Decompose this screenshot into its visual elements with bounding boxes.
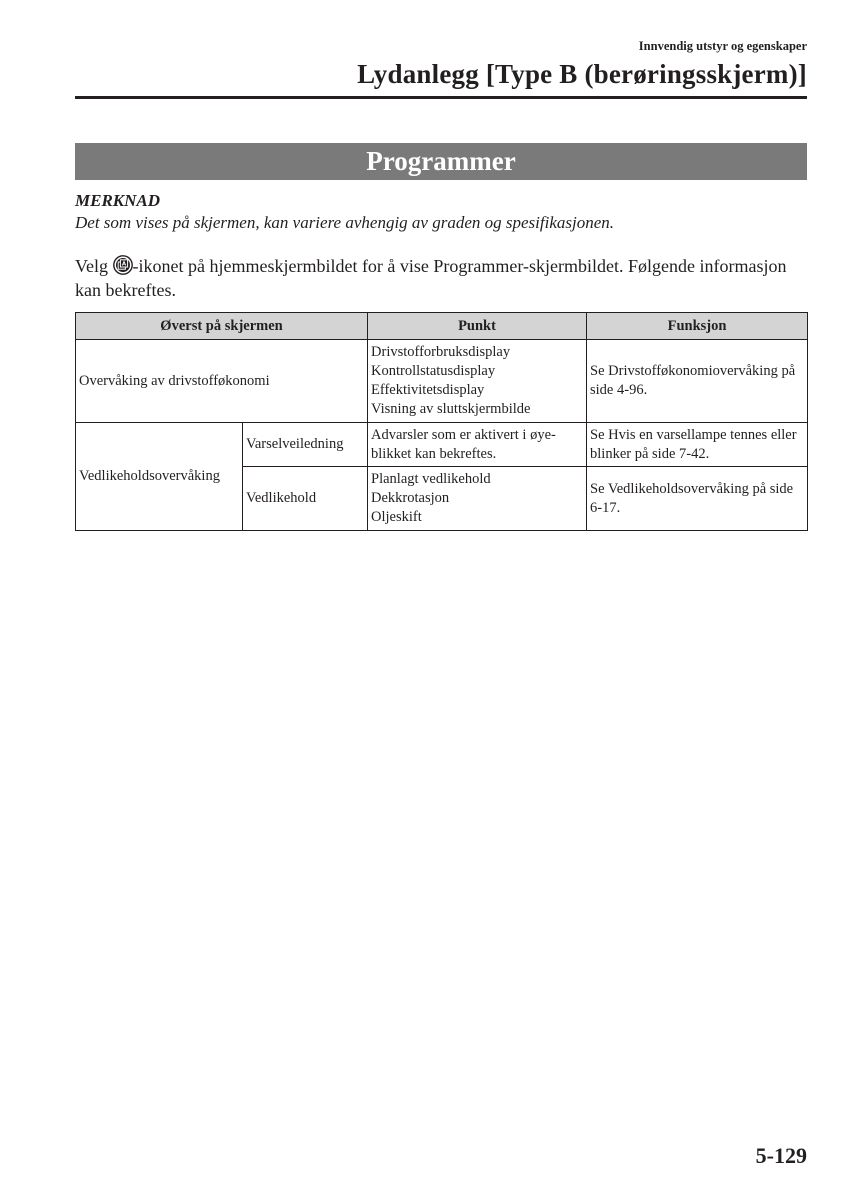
cell-item-maintenance: Planlagt vedlikehold Dekkrotasjon Oljeskift (368, 467, 587, 531)
table-row (76, 340, 808, 423)
body-text-before-icon: Velg (75, 256, 113, 276)
section-label: Innvendig utstyr og egenskaper (638, 39, 807, 53)
column-header-item: Punkt (368, 313, 587, 340)
table-header-row (76, 313, 808, 340)
cell-top-maintenance: Vedlikeholdsovervåking (76, 423, 243, 531)
cell-function-fuel-economy: Se Drivstofføkonomiovervåking på side 4-96. (587, 340, 808, 423)
running-header (75, 38, 807, 91)
page-number: 5-129 (755, 1143, 807, 1168)
cell-sub-maintenance: Vedlikehold (243, 467, 368, 531)
cell-function-maintenance: Se Vedlikeholdsovervåking på side 6-17. (587, 467, 808, 531)
section-title-bar: Programmer (75, 143, 807, 180)
chapter-title: Lydanlegg [Type B (berøringsskjerm)] (357, 59, 807, 89)
note-text: Det som vises på skjermen, kan variere avhengig av graden og spesifikasjonen. (75, 213, 615, 232)
column-header-function: Funksjon (587, 313, 808, 340)
column-header-top-of-screen: Øverst på skjermen (76, 313, 368, 340)
cell-sub-warning-guidance: Varselveiledning (243, 423, 368, 467)
body-paragraph (75, 254, 807, 302)
apps-icon (113, 255, 133, 275)
note-block (75, 190, 807, 234)
cell-item-fuel-economy: Drivstofforbruksdisplay Kontrollstatusdisplay Effektivitetsdisplay Visning av sluttskjermbilde (368, 340, 587, 423)
table-row (76, 423, 808, 467)
note-heading: MERKNAD (75, 191, 161, 210)
programs-table (75, 312, 808, 531)
body-text-after-icon: -ikonet på hjemmeskjermbildet for å vise Programmer-skjermbildet. Følgende informasjon kan bekreftes. (75, 256, 787, 300)
header-rule (75, 96, 807, 99)
cell-function-warnings: Se Hvis en varsellampe tennes eller blinker på side 7-42. (587, 423, 808, 467)
cell-item-warnings: Advarsler som er aktivert i øye- blikket kan bekreftes. (368, 423, 587, 467)
cell-top-fuel-economy: Overvåking av drivstofføkonomi (76, 340, 368, 423)
